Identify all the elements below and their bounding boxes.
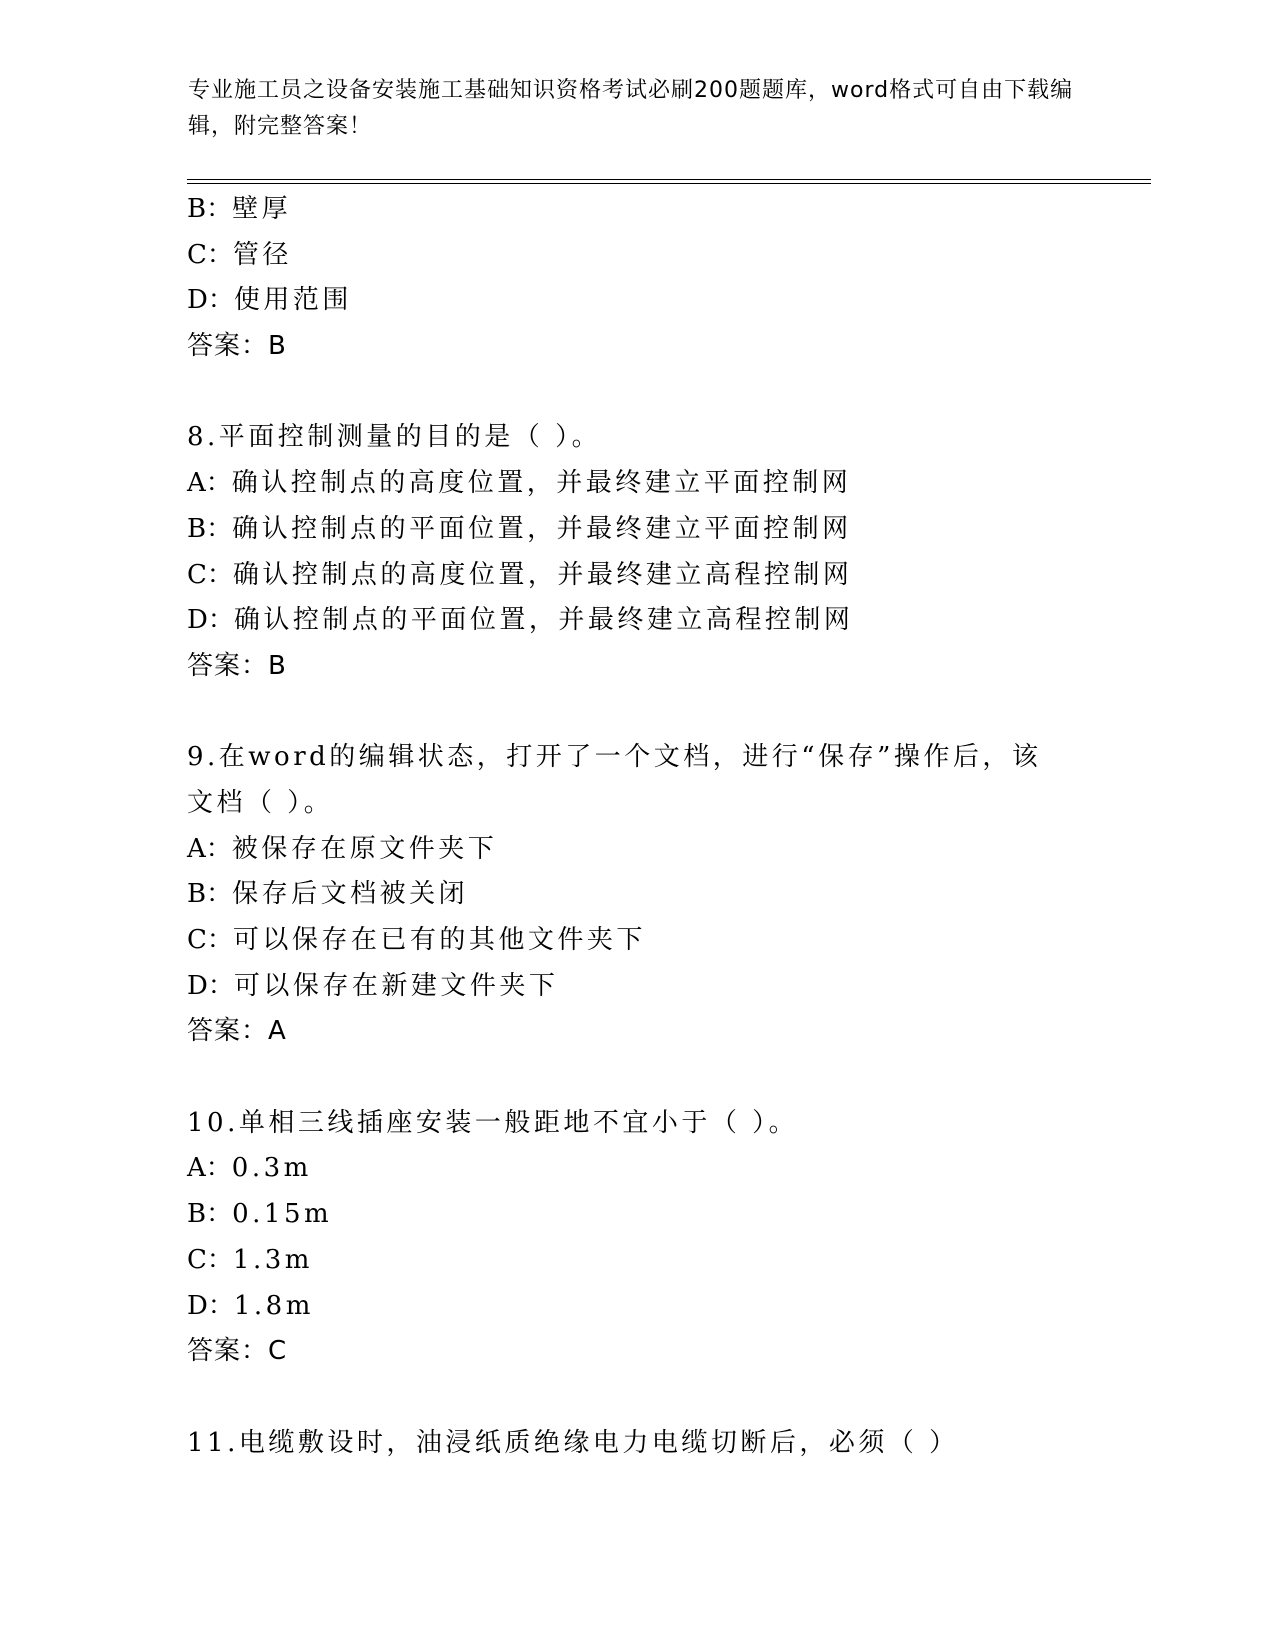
question-stem: 10.单相三线插座安装一般距地不宜小于（ ）。 xyxy=(187,1107,799,1138)
document-body xyxy=(187,187,1187,1466)
header-rule-top xyxy=(187,179,1151,180)
option-d: D：可以保存在新建文件夹下 xyxy=(187,970,559,1001)
question-stem: 11.电缆敷设时，油浸纸质绝缘电力电缆切断后，必须（ ） xyxy=(187,1427,959,1458)
option-c: C：管径 xyxy=(187,239,292,270)
question-8 xyxy=(187,415,1187,689)
option-c: C：可以保存在已有的其他文件夹下 xyxy=(187,925,646,956)
option-b: B：0.15m xyxy=(187,1199,333,1230)
question-stem: 8.平面控制测量的目的是（ ）。 xyxy=(187,422,602,453)
answer-line: 答案：C xyxy=(187,1336,288,1367)
option-d: D：使用范围 xyxy=(187,285,352,316)
option-b: B：壁厚 xyxy=(187,194,292,224)
question-fragment xyxy=(187,187,1187,370)
header-rule-bottom xyxy=(187,183,1151,184)
answer-line: 答案：A xyxy=(187,1016,287,1047)
question-11 xyxy=(187,1421,1187,1467)
option-c: C：确认控制点的高度位置，并最终建立高程控制网 xyxy=(187,559,853,590)
document-header: 专业施工员之设备安装施工基础知识资格考试必刷200题题库，word格式可自由下载编辑，附完整答案！ xyxy=(188,78,1074,139)
option-d: D：确认控制点的平面位置，并最终建立高程控制网 xyxy=(187,605,854,636)
answer-line: 答案：B xyxy=(187,331,287,362)
option-c: C：1.3m xyxy=(187,1244,313,1275)
question-10 xyxy=(187,1101,1187,1375)
option-b: B：确认控制点的平面位置，并最终建立平面控制网 xyxy=(187,513,852,544)
option-a: A：确认控制点的高度位置，并最终建立平面控制网 xyxy=(187,468,852,499)
question-9 xyxy=(187,735,1187,1055)
answer-line: 答案：B xyxy=(187,650,287,681)
question-stem: 9.在word的编辑状态，打开了一个文档，进行“保存”操作后，该文档（ ）。 xyxy=(187,742,1042,818)
option-d: D：1.8m xyxy=(187,1290,314,1321)
option-a: A：0.3m xyxy=(187,1153,312,1184)
option-b: B：保存后文档被关闭 xyxy=(187,879,469,910)
option-a: A：被保存在原文件夹下 xyxy=(187,833,498,864)
